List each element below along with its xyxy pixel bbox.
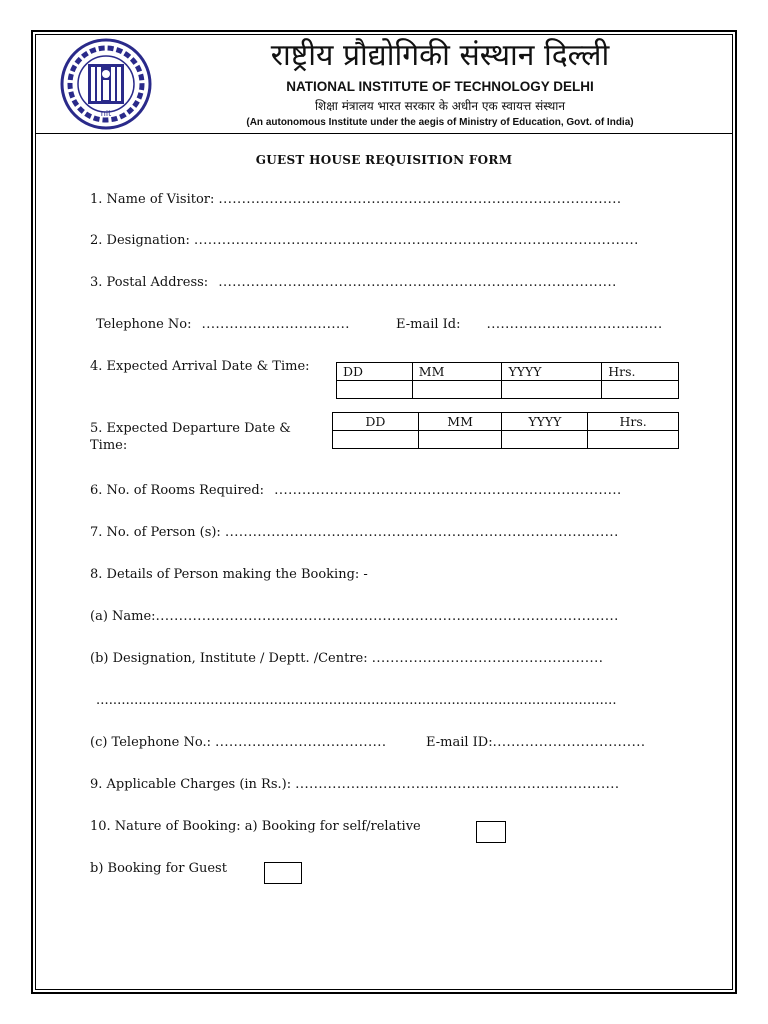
charges-field[interactable] (90, 777, 620, 793)
departure-datetime-table (332, 412, 679, 449)
booker-telephone-field[interactable] (90, 735, 387, 751)
booker-heading: 8. Details of Person making the Booking: - (90, 567, 368, 582)
designation-blank[interactable]: ................................................................................................ (194, 233, 639, 248)
charges-label: 9. Applicable Charges (in Rs.): (90, 777, 292, 792)
booker-designation-blank[interactable]: .................................................. (371, 651, 604, 666)
departure-mm-header: MM (418, 413, 502, 431)
guest-checkbox[interactable] (264, 862, 302, 884)
rooms-field[interactable] (90, 483, 622, 499)
arrival-hrs-input[interactable] (602, 381, 679, 399)
telephone-blank[interactable]: ................................ (201, 317, 350, 332)
charges-blank[interactable]: ...................................................................... (295, 777, 620, 792)
telephone-label: Telephone No: (96, 317, 192, 332)
nature-of-booking-label: 10. Nature of Booking: a) Booking for self/relative (90, 819, 421, 834)
institute-hindi-subtitle: शिक्षा मंत्रालय भारत सरकार के अधीन एक स्वायत्त संस्थान (314, 99, 566, 113)
designation-field[interactable] (90, 233, 639, 249)
designation-label: 2. Designation: (90, 233, 190, 248)
departure-dd-input[interactable] (333, 431, 419, 449)
header-divider (35, 133, 733, 134)
booker-email-label: E-mail ID: (426, 735, 493, 750)
booker-name-blank[interactable]: .................................................................................................... (155, 609, 619, 624)
institute-hindi-name: राष्ट्रीय प्रौद्योगिकी संस्थान दिल्ली (270, 38, 610, 73)
booker-designation-continuation[interactable] (96, 693, 617, 709)
booker-email-blank[interactable]: ................................. (492, 735, 646, 750)
rooms-label: 6. No. of Rooms Required: (90, 483, 265, 498)
guest-booking-label: b) Booking for Guest (90, 861, 227, 876)
email-field[interactable] (396, 317, 663, 333)
persons-label: 7. No. of Person (s): (90, 525, 221, 540)
departure-dd-header: DD (333, 413, 419, 431)
arrival-dd-header: DD (337, 363, 413, 381)
visitor-name-label: 1. Name of Visitor: (90, 192, 215, 207)
booker-name-field[interactable] (90, 609, 619, 625)
rooms-blank[interactable]: ........................................................................... (274, 483, 622, 498)
persons-field[interactable] (90, 525, 619, 541)
arrival-mm-input[interactable] (412, 381, 502, 399)
booker-telephone-blank[interactable]: ..................................... (215, 735, 387, 750)
booker-designation-label: (b) Designation, Institute / Deptt. /Centre: (90, 651, 368, 666)
arrival-yyyy-header: YYYY (502, 363, 602, 381)
departure-label: 5. Expected Departure Date & Time: (90, 421, 291, 453)
postal-address-blank[interactable]: ...................................................................................... (218, 275, 617, 290)
postal-address-field[interactable] (90, 275, 617, 291)
institute-aegis-note: (An autonomous Institute under the aegis of Ministry of Education, Govt. of India) (246, 117, 634, 128)
arrival-dd-input[interactable] (337, 381, 413, 399)
nit-delhi-logo (58, 38, 154, 130)
arrival-yyyy-input[interactable] (502, 381, 602, 399)
booker-email-field[interactable] (426, 735, 645, 751)
arrival-mm-header: MM (412, 363, 502, 381)
visitor-name-field[interactable] (90, 192, 622, 208)
departure-hrs-header: Hrs. (588, 413, 679, 431)
booker-designation-blank-2[interactable]: ........................................................................................................................... (96, 693, 617, 708)
self-relative-checkbox[interactable] (476, 821, 506, 843)
arrival-datetime-table (336, 362, 679, 399)
email-label: E-mail Id: (396, 317, 461, 332)
booker-designation-field[interactable] (90, 651, 603, 667)
visitor-name-blank[interactable]: ....................................................................................... (218, 192, 622, 207)
persons-blank[interactable]: ..................................................................................... (224, 525, 619, 540)
booker-name-label: (a) Name: (90, 609, 156, 624)
arrival-hrs-header: Hrs. (602, 363, 679, 381)
page-border-inner (35, 34, 733, 990)
departure-mm-input[interactable] (418, 431, 502, 449)
telephone-field[interactable] (96, 317, 350, 333)
departure-yyyy-header: YYYY (502, 413, 588, 431)
departure-hrs-input[interactable] (588, 431, 679, 449)
arrival-label: 4. Expected Arrival Date & Time: (90, 359, 310, 374)
booker-telephone-label: (c) Telephone No.: (90, 735, 211, 750)
svg-text:nit: nit (100, 109, 112, 118)
email-blank[interactable]: ...................................... (486, 317, 663, 332)
departure-yyyy-input[interactable] (502, 431, 588, 449)
form-title: GUEST HOUSE REQUISITION FORM (255, 153, 513, 167)
postal-address-label: 3. Postal Address: (90, 275, 209, 290)
institute-english-name: NATIONAL INSTITUTE OF TECHNOLOGY DELHI (286, 79, 594, 94)
